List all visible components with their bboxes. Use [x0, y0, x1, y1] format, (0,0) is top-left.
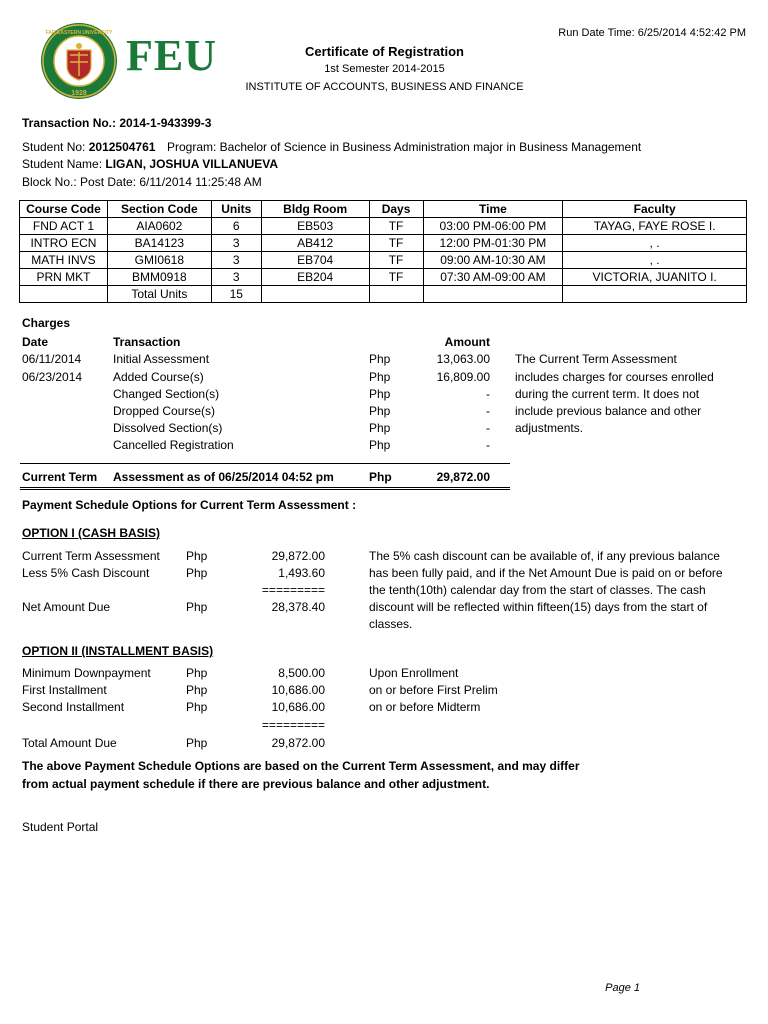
student-name-label: Student Name: — [22, 157, 103, 171]
table-total-row — [20, 286, 747, 303]
option2-row-amount: 8,500.00 — [278, 666, 325, 680]
note-line: includes charges for courses enrolled — [515, 370, 714, 384]
option2-title: OPTION II (INSTALLMENT BASIS) — [22, 644, 214, 658]
disclaimer-line: from actual payment schedule if there are previous balance and other adjustment. — [22, 777, 490, 791]
option1-separator: ========= — [261, 583, 325, 597]
logo-wordmark: FEU — [126, 31, 217, 80]
institute-label: INSTITUTE OF ACCOUNTS, BUSINESS AND FINANCE — [245, 81, 524, 93]
column-header: Faculty — [563, 201, 747, 218]
option2-row-label: Second Installment — [22, 700, 125, 714]
cell: VICTORIA, JUANITO I. — [563, 269, 747, 286]
table-row — [20, 235, 747, 252]
charge-amount: 13,063.00 — [436, 352, 490, 366]
note-line: The 5% cash discount can be available of, if any previous balance — [369, 549, 720, 563]
column-header: Units — [211, 201, 261, 218]
charge-currency: Php — [369, 370, 391, 384]
option2-row-amount: 10,686.00 — [271, 700, 325, 714]
option2-row-currency: Php — [186, 666, 208, 680]
cell: 3 — [211, 252, 261, 269]
payment-heading: Payment Schedule Options for Current Term Assessment : — [22, 498, 357, 512]
note-line: discount will be reflected within fifteen(15) days from the start of — [369, 600, 708, 614]
charge-currency: Php — [369, 438, 391, 452]
charge-transaction: Dissolved Section(s) — [113, 421, 223, 435]
charge-amount: - — [486, 404, 490, 418]
column-header: Bldg Room — [261, 201, 369, 218]
cell: EB204 — [261, 269, 369, 286]
cell — [261, 286, 369, 303]
student-no-label: Student No: — [22, 140, 86, 154]
column-header: Time — [423, 201, 563, 218]
table-row — [20, 269, 747, 286]
student-name: LIGAN, JOSHUA VILLANUEVA — [105, 157, 279, 171]
table-row — [20, 252, 747, 269]
cell — [563, 286, 747, 303]
charge-currency: Php — [369, 404, 391, 418]
note-line: include previous balance and other — [515, 404, 702, 418]
run-date: Run Date Time: 6/25/2014 4:52:42 PM — [558, 27, 746, 39]
note-line: classes. — [369, 617, 413, 631]
option1-row-label: Less 5% Cash Discount — [22, 566, 150, 580]
total-amount-label: Total Amount Due — [22, 736, 117, 750]
cell: TF — [369, 235, 423, 252]
cell: TF — [369, 269, 423, 286]
charge-transaction: Dropped Course(s) — [113, 404, 216, 418]
charge-currency: Php — [369, 421, 391, 435]
note-line: The Current Term Assessment — [515, 352, 677, 366]
charge-currency: Php — [369, 352, 391, 366]
charge-currency: Php — [369, 387, 391, 401]
charges-col-transaction: Transaction — [113, 335, 181, 349]
current-term-amount: 29,872.00 — [436, 470, 490, 484]
divider — [20, 463, 510, 464]
charge-date: 06/11/2014 — [22, 352, 82, 366]
total-units-label: Total Units — [107, 286, 211, 303]
option2-row-currency: Php — [186, 700, 208, 714]
total-units-value: 15 — [211, 286, 261, 303]
total-amount-currency: Php — [186, 736, 208, 750]
cell: INTRO ECN — [20, 235, 108, 252]
option2-row-note: on or before First Prelim — [369, 683, 498, 697]
double-divider — [20, 487, 510, 490]
cell: TAYAG, FAYE ROSE I. — [563, 218, 747, 235]
option2-row-label: Minimum Downpayment — [22, 666, 151, 680]
cell: MATH INVS — [20, 252, 108, 269]
cell: BA14123 — [107, 235, 211, 252]
charge-date: 06/23/2014 — [22, 370, 83, 384]
page-number: Page 1 — [605, 982, 640, 994]
cell: 3 — [211, 235, 261, 252]
option2-row-currency: Php — [186, 683, 208, 697]
current-term-desc: Assessment as of 06/25/2014 04:52 pm — [113, 470, 334, 484]
option2-row-note: on or before Midterm — [369, 700, 481, 714]
option1-row-amount: 1,493.60 — [278, 566, 325, 580]
seal-year: 1928 — [71, 90, 87, 97]
net-amount-label: Net Amount Due — [22, 600, 111, 614]
charge-amount: - — [486, 387, 490, 401]
charge-transaction: Initial Assessment — [113, 352, 210, 366]
table-row — [20, 218, 747, 235]
feu-logo — [40, 22, 230, 104]
cell: 6 — [211, 218, 261, 235]
charge-transaction: Cancelled Registration — [113, 438, 234, 452]
cell: PRN MKT — [20, 269, 108, 286]
net-amount-value: 28,378.40 — [271, 600, 325, 614]
charges-col-date: Date — [22, 335, 49, 349]
option2-row-amount: 10,686.00 — [271, 683, 325, 697]
semester-label: 1st Semester 2014-2015 — [324, 63, 445, 75]
charge-transaction: Added Course(s) — [113, 370, 204, 384]
cell: , . — [563, 235, 747, 252]
cell: AIA0602 — [107, 218, 211, 235]
cell: , . — [563, 252, 747, 269]
total-amount-value: 29,872.00 — [271, 736, 325, 750]
cell: TF — [369, 218, 423, 235]
column-header: Days — [369, 201, 423, 218]
cell: 07:30 AM-09:00 AM — [423, 269, 563, 286]
cell — [20, 286, 108, 303]
option1-row-label: Current Term Assessment — [22, 549, 160, 563]
cell: GMI0618 — [107, 252, 211, 269]
charge-amount: - — [486, 421, 490, 435]
cell: FND ACT 1 — [20, 218, 108, 235]
block-post-date: Block No.: Post Date: 6/11/2014 11:25:48 AM — [22, 175, 262, 189]
column-header: Section Code — [107, 201, 211, 218]
option2-row-note: Upon Enrollment — [369, 666, 459, 680]
charges-col-amount: Amount — [444, 335, 490, 349]
column-header: Course Code — [20, 201, 108, 218]
disclaimer-line: The above Payment Schedule Options are based on the Current Term Assessment, and may differ — [22, 759, 580, 773]
document-title: Certificate of Registration — [305, 44, 464, 59]
current-term-currency: Php — [369, 470, 392, 484]
university-seal-icon — [40, 22, 118, 100]
net-amount-currency: Php — [186, 600, 208, 614]
note-line: has been fully paid, and if the Net Amount Due is paid on or before — [369, 566, 723, 580]
cell: AB412 — [261, 235, 369, 252]
option1-row-currency: Php — [186, 549, 208, 563]
cell: 12:00 PM-01:30 PM — [423, 235, 563, 252]
student-no-row — [22, 140, 155, 154]
cell: 03:00 PM-06:00 PM — [423, 218, 563, 235]
option1-title: OPTION I (CASH BASIS) — [22, 526, 161, 540]
student-portal-label: Student Portal — [22, 820, 99, 834]
charge-amount: 16,809.00 — [436, 370, 490, 384]
cell: 3 — [211, 269, 261, 286]
cell: 09:00 AM-10:30 AM — [423, 252, 563, 269]
program: Program: Bachelor of Science in Business Administration major in Business Management — [167, 140, 642, 154]
current-term-label: Current Term — [22, 470, 98, 484]
course-table-header — [20, 201, 747, 218]
charges-heading: Charges — [22, 316, 71, 330]
option1-row-currency: Php — [186, 566, 208, 580]
student-no: 2012504761 — [88, 140, 156, 154]
cell: BMM0918 — [107, 269, 211, 286]
seal-name: FAR EASTERN UNIVERSITY — [45, 30, 113, 36]
charge-transaction: Changed Section(s) — [113, 387, 220, 401]
option2-row-label: First Installment — [22, 683, 107, 697]
charge-amount: - — [486, 438, 490, 452]
note-line: the tenth(10th) calendar day from the start of classes. The cash — [369, 583, 706, 597]
cell — [369, 286, 423, 303]
note-line: adjustments. — [515, 421, 584, 435]
cell: EB503 — [261, 218, 369, 235]
course-table — [19, 200, 747, 303]
note-line: during the current term. It does not — [515, 387, 700, 401]
cell — [423, 286, 563, 303]
option2-separator: ========= — [261, 718, 325, 732]
option1-row-amount: 29,872.00 — [271, 549, 325, 563]
cell: TF — [369, 252, 423, 269]
transaction-no: Transaction No.: 2014-1-943399-3 — [22, 116, 212, 130]
student-name-row — [22, 157, 278, 171]
cell: EB704 — [261, 252, 369, 269]
